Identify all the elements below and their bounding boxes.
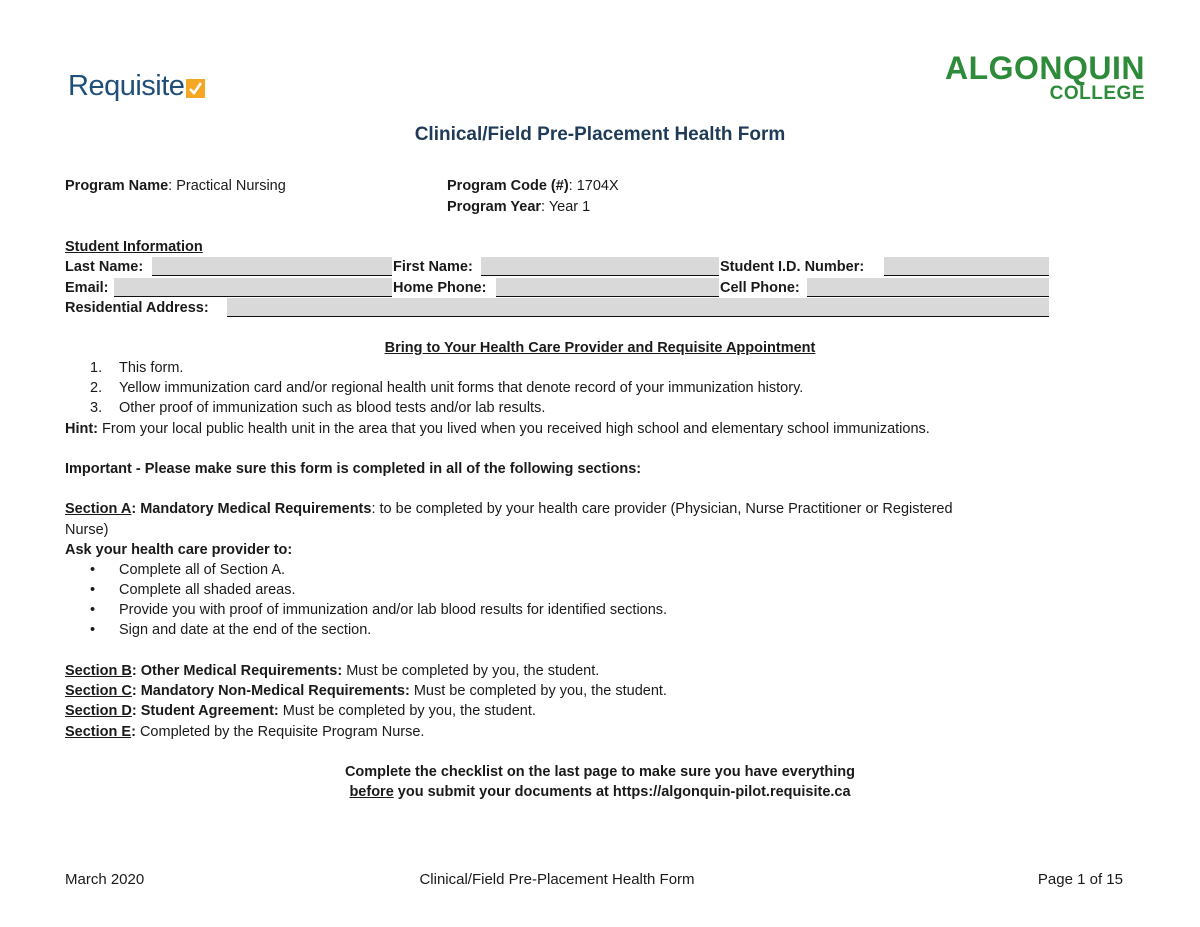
requisite-logo-text: Requisite [68, 70, 185, 102]
hint-label: Hint: [65, 421, 99, 437]
email-field[interactable] [114, 278, 392, 297]
section-b-title: : Other Medical Requirements: [131, 663, 343, 679]
checklist-before: before [349, 784, 394, 800]
section-d [65, 701, 536, 721]
list-item-number: 3. [90, 400, 103, 416]
list-item-number: 1. [90, 360, 103, 376]
email-label: Email: [65, 280, 109, 296]
important-note: Important - Please make sure this form is completed in all of the following sections: [65, 461, 642, 477]
first-name-field[interactable] [481, 257, 719, 276]
checklist-url-text: you submit your documents at https://algonquin-pilot.requisite.ca [393, 784, 851, 800]
program-code-label: Program Code (#) [447, 178, 569, 194]
list-item: Other proof of immunization such as blood tests and/or lab results. [119, 400, 546, 416]
section-e [65, 722, 424, 742]
cell-phone-label: Cell Phone: [720, 280, 800, 296]
section-b-text: Must be completed by you, the student. [342, 663, 600, 679]
section-e-label: Section E [65, 724, 132, 740]
program-year-label: Program Year [447, 199, 542, 215]
home-phone-field[interactable] [496, 278, 719, 297]
program-code [447, 176, 619, 196]
bullet-icon: • [90, 622, 96, 638]
program-name-label: Program Name [65, 178, 169, 194]
section-d-title: : Student Agreement: [131, 703, 279, 719]
requisite-logo [68, 70, 205, 103]
list-item: This form. [119, 360, 184, 376]
student-info-row-1 [65, 257, 1049, 277]
footer-title: Clinical/Field Pre-Placement Health Form [419, 871, 695, 888]
section-a-text-cont: Nurse) [65, 522, 109, 538]
section-a-title: : Mandatory Medical Requirements [131, 501, 372, 517]
algonquin-logo [945, 52, 1145, 103]
section-e-text: Completed by the Requisite Program Nurse. [135, 724, 425, 740]
list-item: Complete all shaded areas. [119, 582, 296, 598]
bullet-icon: • [90, 602, 96, 618]
cell-phone-field[interactable] [807, 278, 1049, 297]
hint [65, 419, 930, 439]
list-item: Complete all of Section A. [119, 562, 286, 578]
section-c [65, 681, 667, 701]
section-b-label: Section B [65, 663, 132, 679]
program-year [447, 197, 590, 217]
list-item: Provide you with proof of immunization and/or lab blood results for identified sections. [119, 602, 668, 618]
list-item: Sign and date at the end of the section. [119, 622, 372, 638]
checklist-line-1: Complete the checklist on the last page to make sure you have everything [344, 764, 856, 780]
last-name-field[interactable] [152, 257, 392, 276]
section-a-text: : to be completed by your health care provider (Physician, Nurse Practitioner or Registered [371, 501, 953, 517]
section-c-title: : Mandatory Non-Medical Requirements: [131, 683, 410, 699]
student-info-heading: Student Information [65, 239, 203, 255]
list-item-number: 2. [90, 380, 103, 396]
checklist-line-2 [0, 782, 1200, 802]
first-name-label: First Name: [393, 259, 473, 275]
home-phone-label: Home Phone: [393, 280, 487, 296]
section-a-ask: Ask your health care provider to: [65, 542, 293, 558]
checkmark-icon [186, 79, 205, 98]
bullet-icon: • [90, 582, 96, 598]
program-code-value: : 1704X [568, 178, 619, 194]
section-c-text: Must be completed by you, the student. [409, 683, 667, 699]
bullet-icon: • [90, 562, 96, 578]
section-a-label: Section A [65, 501, 132, 517]
hint-text: From your local public health unit in the area that you lived when you received high school and elementary school immunizations. [98, 421, 930, 437]
section-d-text: Must be completed by you, the student. [278, 703, 536, 719]
footer-page-number: Page 1 of 15 [1037, 871, 1123, 888]
address-field[interactable] [227, 298, 1049, 317]
section-d-label: Section D [65, 703, 132, 719]
address-label: Residential Address: [65, 300, 209, 316]
student-info-row-3 [65, 298, 1049, 318]
list-item: Yellow immunization card and/or regional health unit forms that denote record of your immunization history. [119, 380, 804, 396]
section-e-title: : [131, 724, 136, 740]
section-a [65, 499, 953, 519]
algonquin-logo-top: ALGONQUIN [944, 50, 1145, 86]
program-name-value: : Practical Nursing [168, 178, 286, 194]
bring-heading: Bring to Your Health Care Provider and Requisite Appointment [384, 340, 816, 356]
student-id-field[interactable] [884, 257, 1049, 276]
section-b [65, 661, 599, 681]
program-year-value: : Year 1 [541, 199, 591, 215]
page-title: Clinical/Field Pre-Placement Health Form [414, 124, 786, 145]
section-c-label: Section C [65, 683, 132, 699]
algonquin-logo-bottom: COLLEGE [1049, 83, 1145, 104]
student-id-label: Student I.D. Number: [720, 259, 865, 275]
program-name [65, 176, 286, 196]
student-info-row-2 [65, 278, 1049, 298]
footer-date: March 2020 [65, 871, 145, 888]
last-name-label: Last Name: [65, 259, 144, 275]
